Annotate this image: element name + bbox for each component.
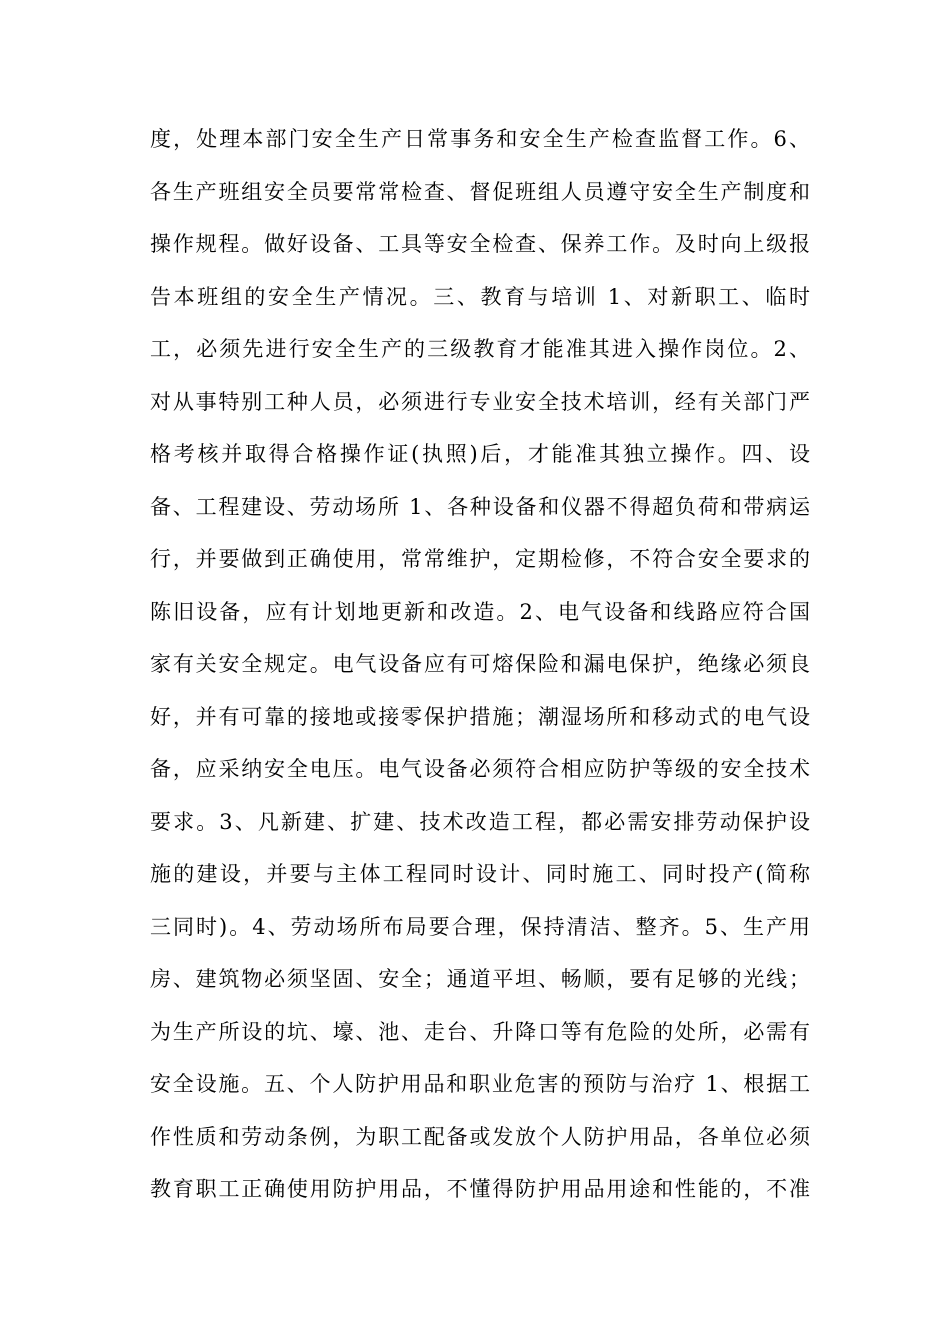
text-line: 家有关安全规定。电气设备应有可熔保险和漏电保护，绝缘必须良 <box>150 652 810 676</box>
text-line: 施的建设，并要与主体工程同时设计、同时施工、同时投产(简称 <box>150 862 810 886</box>
body-text <box>150 117 810 1220</box>
text-line: 作性质和劳动条例，为职工配备或发放个人防护用品，各单位必须 <box>150 1124 810 1149</box>
text-line: 要求。3、凡新建、扩建、技术改造工程，都必需安排劳动保护设 <box>150 809 810 834</box>
text-line: 三同时)。4、劳动场所布局要合理，保持清洁、整齐。5、生产用 <box>150 914 810 939</box>
text-line: 度，处理本部门安全生产日常事务和安全生产检查监督工作。6、 <box>150 127 810 151</box>
text-line: 行，并要做到正确使用，常常维护，定期检修，不符合安全要求的 <box>150 547 810 571</box>
text-line: 陈旧设备，应有计划地更新和改造。2、电气设备和线路应符合国 <box>150 599 810 624</box>
text-line: 安全设施。五、个人防护用品和职业危害的预防与治疗 1、根据工 <box>150 1072 810 1096</box>
text-line: 为生产所设的坑、壕、池、走台、升降口等有危险的处所，必需有 <box>150 1019 810 1044</box>
text-line: 房、建筑物必须坚固、安全；通道平坦、畅顺，要有足够的光线； <box>150 967 810 991</box>
text-line: 好，并有可靠的接地或接零保护措施；潮湿场所和移动式的电气设 <box>150 704 810 729</box>
text-line: 告本班组的安全生产情况。三、教育与培训 1、对新职工、临时 <box>150 284 810 309</box>
text-line: 备、工程建设、劳动场所 1、各种设备和仪器不得超负荷和带病运 <box>150 494 810 519</box>
text-line: 格考核并取得合格操作证(执照)后，才能准其独立操作。四、设 <box>150 442 810 466</box>
text-line: 对从事特别工种人员，必须进行专业安全技术培训，经有关部门严 <box>150 389 810 414</box>
text-line: 操作规程。做好设备、工具等安全检查、保养工作。及时向上级报 <box>150 232 810 256</box>
text-line: 教育职工正确使用防护用品，不懂得防护用品用途和性能的，不准 <box>150 1177 810 1201</box>
text-line: 各生产班组安全员要常常检查、督促班组人员遵守安全生产制度和 <box>150 179 810 204</box>
text-line: 备，应采纳安全电压。电气设备必须符合相应防护等级的安全技术 <box>150 757 810 781</box>
text-line: 工，必须先进行安全生产的三级教育才能准其进入操作岗位。2、 <box>150 337 810 361</box>
